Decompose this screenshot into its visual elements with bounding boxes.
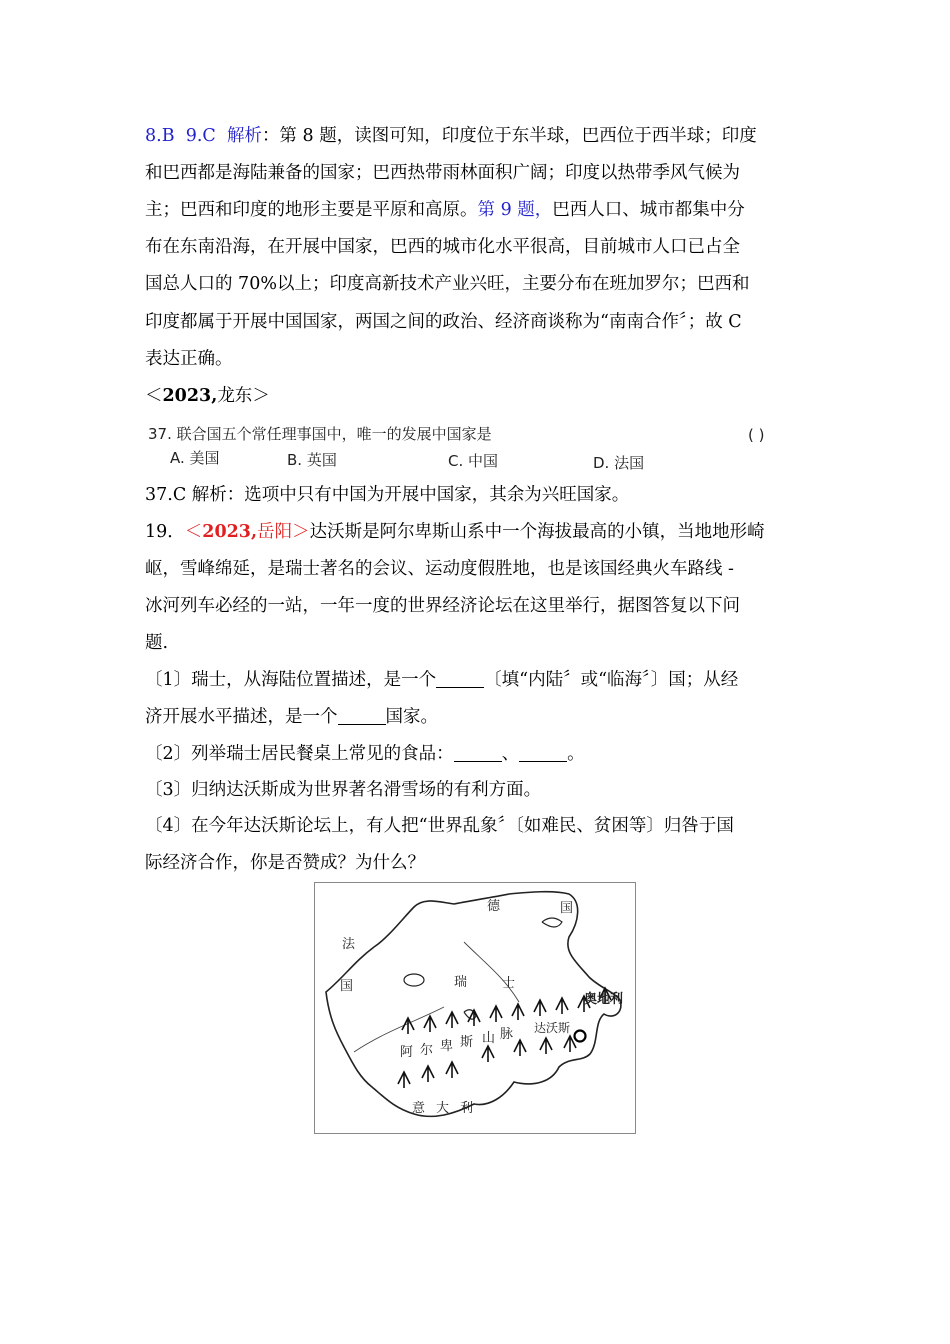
question-37-paren: ( )	[748, 426, 765, 444]
map-label-france-2: 国	[340, 979, 354, 994]
question-19-source: ＜2023,岳阳＞	[184, 522, 310, 542]
answer-blank-1[interactable]	[436, 669, 484, 688]
map-label-davos: 达沃斯	[534, 1021, 571, 1035]
answer-8-9-line-2: 和巴西都是海陆兼备的国家；巴西热带雨林面积广阔；印度以热带季风气候为	[145, 163, 740, 183]
map-label-alps-4: 斯	[460, 1035, 474, 1050]
question-19-line-2: 岖，雪峰绵延，是瑞士著名的会议、运动度假胜地，也是该国经典火车路线 -	[145, 559, 734, 579]
answer-blank-2[interactable]	[338, 706, 386, 725]
map-label-alps-3: 卑	[440, 1039, 454, 1054]
map-label-swiss-2: 士	[502, 976, 516, 991]
question-37-stem: 37. 联合国五个常任理事国中，唯一的发展中国家是	[148, 425, 492, 443]
map-label-swiss-1: 瑞	[454, 975, 468, 990]
answer-8-9-line-4: 布在东南沿海，在开展中国家，巴西的城市化水平很高，目前城市人口已占全	[145, 237, 740, 257]
answer-blank-4[interactable]	[519, 743, 567, 762]
question-9-label: 第 9 题，	[477, 200, 553, 220]
map-label-france-1: 法	[342, 937, 356, 952]
map-label-italy-3: 利	[460, 1101, 474, 1116]
answer-8-label: 8.B	[145, 126, 175, 146]
davos-marker	[575, 1031, 586, 1042]
question-19-number: 19．	[145, 522, 185, 542]
question-37-option-b: B. 英国	[287, 451, 337, 469]
map-label-germany-2: 国	[560, 901, 574, 916]
question-19-sub-4-cont: 际经济合作，你是否赞成？为什么？	[145, 853, 425, 873]
question-19-line-3: 冰河列车必经的一站，一年一度的世界经济论坛在这里举行，据图答复以下问	[145, 596, 740, 616]
answer-9-label: 9.C	[185, 126, 216, 146]
answer-8-9-line-5: 国总人口的 70%以上；印度高新技术产业兴旺，主要分布在班加罗尔；巴西和	[145, 274, 750, 294]
question-19-sub-4: 〔4〕在今年达沃斯论坛上，有人把“世界乱象〞〔如难民、贫困等〕归咎于国	[145, 816, 734, 836]
answer-8-9-line-6: 印度都属于开展中国国家，两国之间的政治、经济商谈称为“南南合作〞；故 C	[145, 312, 742, 332]
source-longdong: ＜2023,龙东＞	[145, 386, 270, 406]
map-label-alps-6: 脉	[500, 1027, 514, 1042]
map-label-alps-5: 山	[482, 1031, 496, 1046]
question-19-sub-1-cont: 济开展水平描述，是一个 国家。	[145, 707, 438, 727]
question-37-option-a: A. 美国	[170, 449, 220, 467]
question-37-option-c: C. 中国	[448, 452, 499, 470]
map-svg	[314, 882, 636, 1134]
answer-37: 37.C 解析：选项中只有中国为开展中国家，其余为兴旺国家。	[145, 485, 630, 505]
answer-blank-3[interactable]	[454, 743, 502, 762]
answer-8-text: ：第 8 题，读图可知，印度位于东半球，巴西位于西半球；印度	[261, 126, 757, 146]
question-19-line-4: 题.	[145, 633, 169, 653]
question-19-line-1: 19．＜2023,岳阳＞达沃斯是阿尔卑斯山系中一个海拔最高的小镇，当地地形崎	[145, 522, 765, 542]
answer-8-9-line-3: 主；巴西和印度的地形主要是平原和高原。第 9 题，巴西人口、城市都集中分	[145, 200, 745, 220]
map-label-italy-1: 意	[412, 1101, 426, 1116]
question-37-option-d: D. 法国	[593, 454, 645, 472]
question-19-sub-1: 〔1〕瑞士，从海陆位置描述，是一个 〔填“内陆〞或“临海〞〕国；从经	[145, 670, 739, 690]
map-label-alps-1: 阿	[400, 1045, 414, 1060]
map-label-italy-2: 大	[436, 1101, 450, 1116]
answer-8-9-line-1	[145, 124, 805, 148]
analysis-label: 解析	[226, 126, 262, 146]
switzerland-map	[314, 882, 636, 1134]
map-label-germany-1: 德	[487, 899, 501, 914]
map-label-alps-2: 尔	[420, 1043, 434, 1058]
answer-8-9-line-7: 表达正确。	[145, 349, 233, 369]
map-label-austria: 奥地利	[584, 992, 624, 1007]
question-19-sub-2: 〔2〕列举瑞士居民餐桌上常见的食品： 、 。	[145, 744, 585, 764]
question-19-sub-3: 〔3〕归纳达沃斯成为世界著名滑雪场的有利方面。	[145, 780, 542, 800]
